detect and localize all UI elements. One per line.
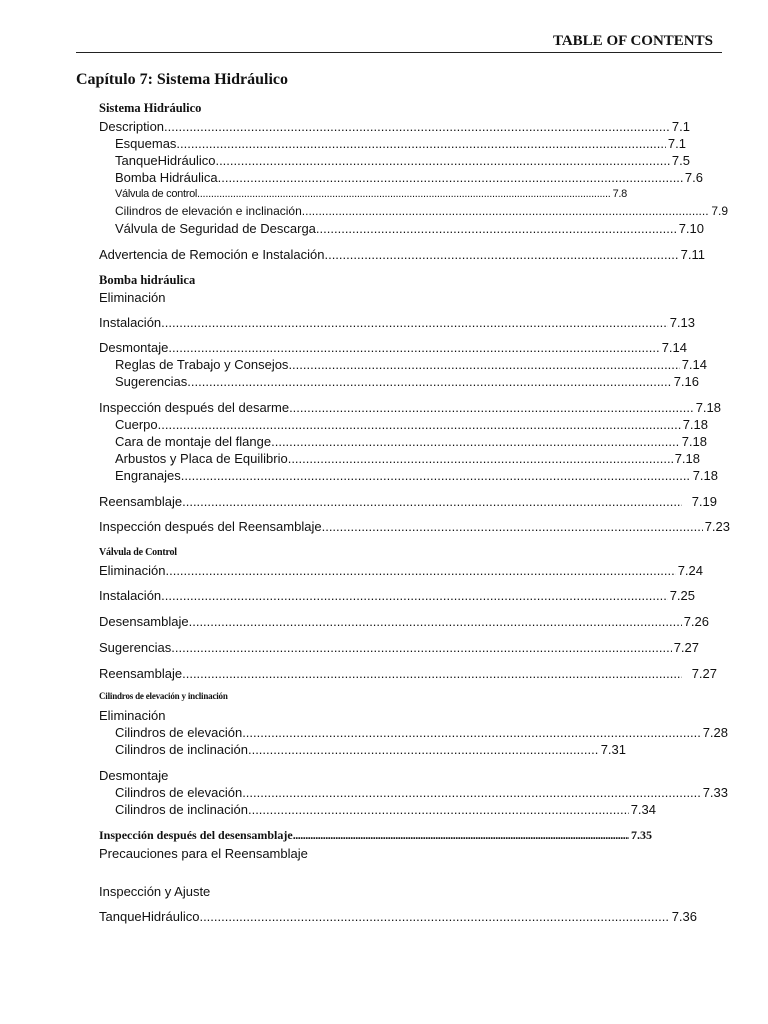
toc-entry-page: 7.18 bbox=[692, 468, 718, 483]
toc-entry-label: Cilindros de elevación e inclinación bbox=[115, 204, 302, 218]
dot-leader bbox=[293, 827, 629, 844]
dot-leader bbox=[171, 639, 671, 656]
toc-entry-label: Inspección después del desensamblaje bbox=[99, 828, 293, 842]
dot-leader bbox=[168, 339, 659, 356]
dot-leader bbox=[182, 665, 682, 682]
toc-entry-label: Inspección después del Reensamblaje bbox=[99, 519, 322, 534]
toc-entry-valvula-reensamblaje[interactable] bbox=[99, 665, 717, 682]
toc-entry-label: Cilindros de inclinación bbox=[115, 802, 248, 817]
toc-entry-label: Arbustos y Placa de Equilibrio bbox=[115, 451, 288, 466]
toc-entry-esquemas[interactable] bbox=[115, 135, 686, 152]
toc-entry-page: 7.27 bbox=[691, 666, 717, 681]
header-rule bbox=[76, 52, 722, 53]
toc-entry-description[interactable] bbox=[99, 118, 690, 135]
toc-entry-label: Cuerpo bbox=[115, 417, 158, 432]
dot-leader bbox=[242, 784, 701, 801]
toc-entry-bomba-reensamblaje[interactable] bbox=[99, 493, 717, 510]
toc-entry-page: 7.1 bbox=[671, 119, 690, 134]
toc-entry-arbustos-placa[interactable] bbox=[115, 450, 700, 467]
dot-leader bbox=[288, 450, 673, 467]
toc-entry-cilindros-desmontaje[interactable]: Desmontaje bbox=[99, 768, 169, 783]
dot-leader bbox=[181, 467, 691, 484]
toc-entry-page: 7.25 bbox=[669, 588, 695, 603]
toc-entry-elim-cilindros-elevacion[interactable] bbox=[115, 724, 728, 741]
toc-entry-elim-cilindros-inclinacion[interactable] bbox=[115, 741, 626, 758]
dot-leader bbox=[197, 186, 611, 203]
toc-entry-page: 7.18 bbox=[674, 451, 700, 466]
toc-entry-page: 7.27 bbox=[673, 640, 699, 655]
dot-leader bbox=[161, 314, 668, 331]
dot-leader bbox=[322, 518, 703, 535]
toc-entry-page: 7.33 bbox=[702, 785, 728, 800]
toc-entry-label: Sugerencias bbox=[99, 640, 172, 655]
dot-leader bbox=[215, 152, 669, 169]
dot-leader bbox=[165, 562, 675, 579]
toc-entry-page: 7.24 bbox=[677, 563, 703, 578]
toc-entry-label: Cilindros de elevación bbox=[115, 785, 243, 800]
toc-entry-valvula-desensamblaje[interactable] bbox=[99, 613, 709, 630]
toc-entry-label: Advertencia de Remoción e Instalación bbox=[99, 247, 325, 262]
page-header-title: TABLE OF CONTENTS bbox=[552, 33, 713, 49]
toc-entry-bomba-desmontaje[interactable] bbox=[99, 339, 687, 356]
toc-entry-valvula-eliminacion[interactable] bbox=[99, 562, 703, 579]
dot-leader bbox=[218, 169, 683, 186]
toc-entry-page: 7.36 bbox=[671, 909, 697, 924]
toc-entry-label: Válvula de Seguridad de Descarga bbox=[115, 221, 316, 236]
toc-entry-cara-montaje[interactable] bbox=[115, 433, 707, 450]
toc-entry-label: Bomba Hidráulica bbox=[115, 170, 218, 185]
toc-entry-label: Reensamblaje bbox=[99, 494, 183, 509]
toc-entry-page: 7.14 bbox=[661, 340, 687, 355]
dot-leader bbox=[324, 246, 678, 263]
toc-entry-label: Engranajes bbox=[115, 468, 181, 483]
toc-entry-page: 7.28 bbox=[702, 725, 728, 740]
section-heading-cilindros: Cilindros de elevación y inclinación bbox=[99, 691, 228, 701]
dot-leader bbox=[248, 741, 599, 758]
toc-entry-label: Desmontaje bbox=[99, 340, 169, 355]
toc-entry-page: 7.23 bbox=[704, 519, 730, 534]
toc-entry-valvula-seguridad-descarga[interactable] bbox=[115, 220, 704, 237]
toc-entry-label: Instalación bbox=[99, 588, 162, 603]
dot-leader bbox=[242, 724, 701, 741]
toc-entry-label: Esquemas bbox=[115, 136, 177, 151]
toc-entry-precauciones[interactable]: Precauciones para el Reensamblaje bbox=[99, 846, 308, 861]
toc-entry-engranajes[interactable] bbox=[115, 467, 718, 484]
toc-entry-label: Sugerencias bbox=[115, 374, 188, 389]
toc-entry-inspeccion-desarme[interactable] bbox=[99, 399, 721, 416]
toc-entry-cuerpo[interactable] bbox=[115, 416, 708, 433]
toc-entry-page: 7.6 bbox=[684, 170, 703, 185]
toc-entry-inspeccion-ajuste[interactable]: Inspección y Ajuste bbox=[99, 884, 211, 899]
dot-leader bbox=[158, 416, 681, 433]
toc-entry-label: Reglas de Trabajo y Consejos bbox=[115, 357, 289, 372]
toc-entry-page: 7.18 bbox=[695, 400, 721, 415]
toc-entry-label: TanqueHidráulico bbox=[115, 153, 216, 168]
toc-entry-desm-cilindros-elevacion[interactable] bbox=[115, 784, 728, 801]
toc-entry-page: 7.19 bbox=[691, 494, 717, 509]
toc-entry-cilindros-elevacion-inclinacion[interactable] bbox=[115, 203, 728, 220]
toc-entry-bomba-instalacion[interactable] bbox=[99, 314, 695, 331]
chapter-title: Capítulo 7: Sistema Hidráulico bbox=[76, 71, 289, 88]
toc-entry-cilindros-eliminacion[interactable]: Eliminación bbox=[99, 708, 166, 723]
toc-entry-valvula-sugerencias[interactable] bbox=[99, 639, 699, 656]
toc-entry-page: 7.11 bbox=[680, 247, 705, 262]
toc-entry-label: Eliminación bbox=[99, 563, 166, 578]
toc-entry-tanque-hidraulico-2[interactable] bbox=[99, 908, 697, 925]
toc-entry-bomba-eliminacion[interactable]: Eliminación bbox=[99, 290, 166, 305]
toc-entry-label: Reensamblaje bbox=[99, 666, 183, 681]
dot-leader bbox=[302, 203, 710, 220]
toc-entry-page: 7.8 bbox=[612, 188, 627, 200]
toc-entry-page: 7.1 bbox=[667, 136, 686, 151]
section-heading-valvula-control: Válvula de Control bbox=[99, 547, 177, 558]
dot-leader bbox=[199, 908, 669, 925]
toc-entry-tanque-hidraulico[interactable] bbox=[115, 152, 690, 169]
toc-entry-inspeccion-desensamblaje[interactable] bbox=[99, 827, 652, 844]
toc-entry-reglas-trabajo[interactable] bbox=[115, 356, 707, 373]
toc-entry-page: 7.34 bbox=[630, 802, 656, 817]
toc-entry-valvula-instalacion[interactable] bbox=[99, 587, 695, 604]
toc-entry-page: 7.14 bbox=[681, 357, 707, 372]
toc-entry-bomba-sugerencias[interactable] bbox=[115, 373, 699, 390]
toc-entry-label: Instalación bbox=[99, 315, 162, 330]
toc-entry-label: Desensamblaje bbox=[99, 614, 189, 629]
toc-entry-label: Cara de montaje del flange bbox=[115, 434, 272, 449]
dot-leader bbox=[164, 118, 670, 135]
dot-leader bbox=[288, 356, 679, 373]
toc-entry-page: 7.31 bbox=[600, 742, 626, 757]
dot-leader bbox=[189, 613, 682, 630]
toc-entry-label: TanqueHidráulico bbox=[99, 909, 200, 924]
toc-entry-label: Cilindros de elevación bbox=[115, 725, 243, 740]
dot-leader bbox=[187, 373, 671, 390]
toc-entry-label: Cilindros de inclinación bbox=[115, 742, 248, 757]
dot-leader bbox=[182, 493, 682, 510]
toc-entry-page: 7.13 bbox=[669, 315, 695, 330]
toc-entry-page: 7.35 bbox=[631, 828, 652, 842]
dot-leader bbox=[289, 399, 694, 416]
toc-entry-page: 7.18 bbox=[682, 417, 708, 432]
toc-entry-advertencia[interactable] bbox=[99, 246, 705, 263]
dot-leader bbox=[161, 587, 668, 604]
toc-entry-label: Inspección después del desarme bbox=[99, 400, 290, 415]
toc-entry-bomba-hidraulica[interactable] bbox=[115, 169, 703, 186]
toc-entry-inspeccion-reensamblaje[interactable] bbox=[99, 518, 730, 535]
section-heading-bomba-hidraulica: Bomba hidráulica bbox=[99, 273, 196, 287]
toc-entry-page: 7.9 bbox=[711, 204, 728, 218]
section-heading-sistema-hidraulico: Sistema Hidráulico bbox=[99, 101, 202, 115]
toc-entry-page: 7.26 bbox=[683, 614, 709, 629]
toc-entry-valvula-de-control[interactable] bbox=[115, 186, 627, 203]
dot-leader bbox=[176, 135, 666, 152]
toc-entry-page: 7.5 bbox=[671, 153, 690, 168]
toc-entry-page: 7.10 bbox=[678, 221, 704, 236]
toc-entry-label: Description bbox=[99, 119, 165, 134]
toc-entry-page: 7.18 bbox=[681, 434, 707, 449]
toc-entry-page: 7.16 bbox=[673, 374, 699, 389]
toc-entry-desm-cilindros-inclinacion[interactable] bbox=[115, 801, 656, 818]
dot-leader bbox=[271, 433, 680, 450]
dot-leader bbox=[316, 220, 677, 237]
dot-leader bbox=[248, 801, 629, 818]
toc-entry-label: Válvula de control bbox=[115, 188, 198, 200]
